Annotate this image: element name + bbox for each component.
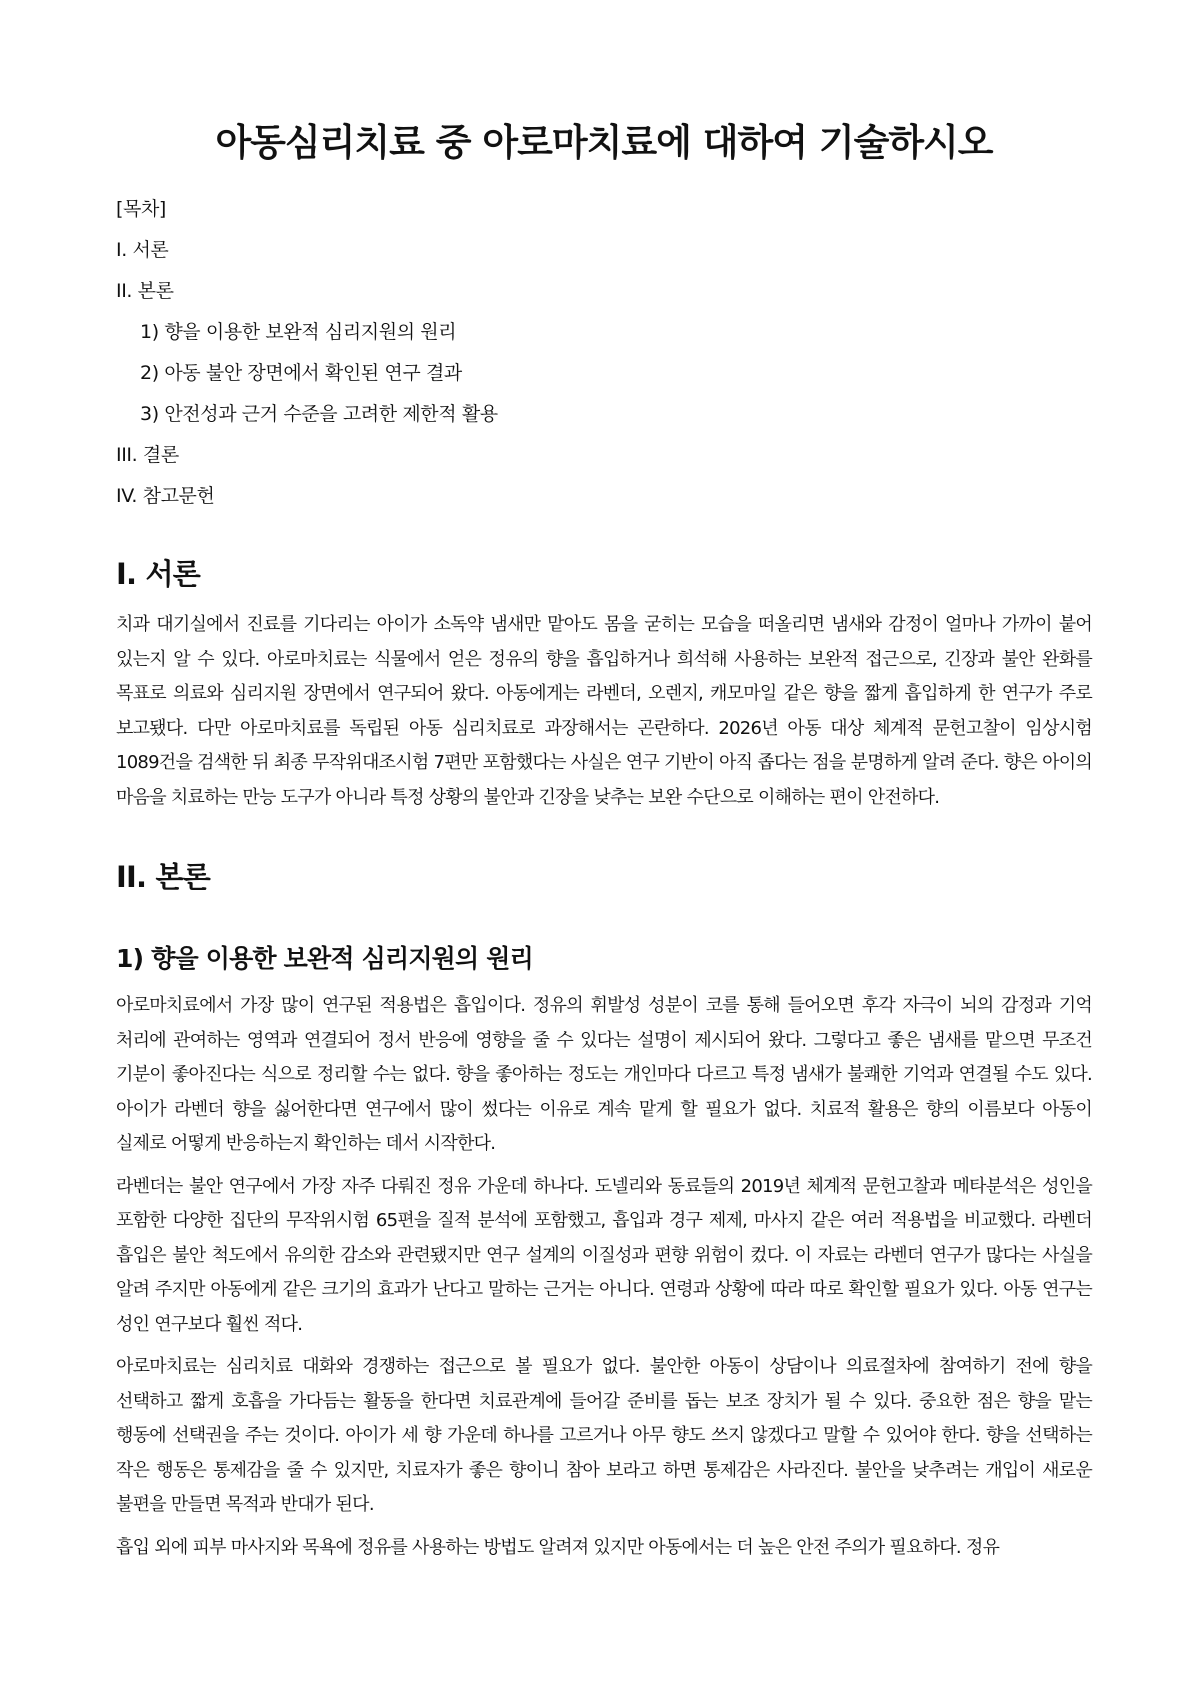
table-of-contents	[116, 194, 1092, 511]
toc-item-body-3: 3) 안전성과 근거 수준을 고려한 제한적 활용	[140, 403, 498, 425]
body-paragraph-3: 아로마치료는 심리치료 대화와 경쟁하는 접근으로 볼 필요가 없다. 불안한 아동이 상담이나 의료절차에 참여하기 전에 향을 선택하고 짧게 호흡을 가다듬는 활동을 한다면 치료관계에 들어갈 준비를 돕는 보조 장치가 될 수 있다. 중요한 점은 향을 맡는 행동에 선택권을 주는 것이다. 아이가 세 향 가운데 하나를 고르거나 아무 향도 쓰지 않겠다고 말할 수 있어야 한다. 향을 선택하는 작은 행동은 통제감을 줄 수 있지만, 치료자가 좋은 향이니 참아 보라고 하면 통제감은 사라진다. 불안을 낮추려는 개입이 새로운 불편을 만들면 목적과 반대가 된다.	[116, 1356, 1092, 1515]
section-introduction	[116, 554, 1092, 815]
intro-paragraph: 치과 대기실에서 진료를 기다리는 아이가 소독약 냄새만 맡아도 몸을 굳히는 모습을 떠올리면 냄새와 감정이 얼마나 가까이 붙어 있는지 알 수 있다. 아로마치료는 식물에서 얻은 정유의 향을 흡입하거나 희석해 사용하는 보완적 접근으로, 긴장과 불안 완화를 목표로 의료와 심리지원 장면에서 연구되어 왔다. 아동에게는 라벤더, 오렌지, 캐모마일 같은 향을 짧게 흡입하게 한 연구가 주로 보고됐다. 다만 아로마치료를 독립된 아동 심리치료로 과장해서는 곤란하다. 2026년 아동 대상 체계적 문헌고찰이 임상시험 1089건을 검색한 뒤 최종 무작위대조시험 7편만 포함했다는 사실은 연구 기반이 아직 좁다는 점을 분명하게 알려 준다. 향은 아이의 마음을 치료하는 만능 도구가 아니라 특정 상황의 불안과 긴장을 낮추는 보완 수단으로 이해하는 편이 안전하다.	[116, 614, 1092, 808]
toc-header: [목차]	[116, 198, 166, 220]
toc-item-body-1: 1) 향을 이용한 보완적 심리지원의 원리	[140, 321, 457, 343]
toc-item-references: IV. 참고문헌	[116, 485, 215, 507]
section-heading-body: II. 본론	[116, 860, 210, 894]
section-body	[116, 857, 1092, 1565]
subsection-heading-1: 1) 향을 이용한 보완적 심리지원의 원리	[116, 944, 533, 973]
body-paragraph-4: 흡입 외에 피부 마사지와 목욕에 정유를 사용하는 방법도 알려져 있지만 아동에서는 더 높은 안전 주의가 필요하다. 정유	[116, 1536, 1000, 1558]
document-title: 아동심리치료 중 아로마치료에 대하여 기술하시오	[215, 121, 993, 164]
toc-item-intro: I. 서론	[116, 239, 169, 261]
toc-list	[116, 235, 1092, 511]
toc-item-body: II. 본론	[116, 280, 174, 302]
toc-item-body-2: 2) 아동 불안 장면에서 확인된 연구 결과	[140, 362, 462, 384]
body-paragraph-1: 아로마치료에서 가장 많이 연구된 적용법은 흡입이다. 정유의 휘발성 성분이 코를 통해 들어오면 후각 자극이 뇌의 감정과 기억 처리에 관여하는 영역과 연결되어 정서 반응에 영향을 줄 수 있다는 설명이 제시되어 왔다. 그렇다고 좋은 냄새를 맡으면 무조건 기분이 좋아진다는 식으로 정리할 수는 없다. 향을 좋아하는 정도는 개인마다 다르고 특정 냄새가 불쾌한 기억과 연결될 수도 있다. 아이가 라벤더 향을 싫어한다면 연구에서 많이 썼다는 이유로 계속 맡게 할 필요가 없다. 치료적 활용은 향의 이름보다 아동이 실제로 어떻게 반응하는지 확인하는 데서 시작한다.	[116, 995, 1092, 1154]
section-heading-introduction: I. 서론	[116, 557, 200, 591]
body-paragraph-2: 라벤더는 불안 연구에서 가장 자주 다뤄진 정유 가운데 하나다. 도넬리와 동료들의 2019년 체계적 문헌고찰과 메타분석은 성인을 포함한 다양한 집단의 무작위시험 65편을 질적 분석에 포함했고, 흡입과 경구 제제, 마사지 같은 여러 적용법을 비교했다. 라벤더 흡입은 불안 척도에서 유의한 감소와 관련됐지만 연구 설계의 이질성과 편향 위험이 컸다. 이 자료는 라벤더 연구가 많다는 사실을 알려 주지만 아동에게 같은 크기의 효과가 난다고 말하는 근거는 아니다. 연령과 상황에 따라 따로 확인할 필요가 있다. 아동 연구는 성인 연구보다 훨씬 적다.	[116, 1175, 1092, 1335]
toc-item-conclusion: III. 결론	[116, 444, 179, 466]
